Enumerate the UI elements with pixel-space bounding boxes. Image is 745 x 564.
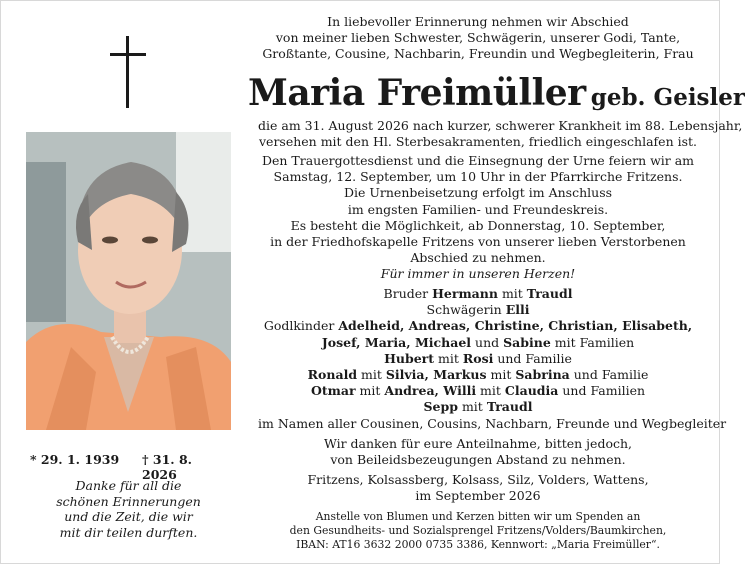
donation-note: Anstelle von Blumen und Kerzen bitten wir um Spenden an den Gesundheits- und Sozialsprengel Fritzens/Volders/Baumkirchen, IBAN: AT16 3632 2000 0735 3386, Kennwort: „Maria Freimüller“. [289,510,667,552]
birth-date: * 29. 1. 1939 [30,452,120,467]
cross-icon [110,36,146,108]
family-line: Sepp mit Traudl [423,399,533,415]
deceased-name [248,72,745,114]
family-line: Schwägerin Elli [426,302,530,318]
service-info: Den Trauergottesdienst und die Einsegnung der Urne feiern wir am Samstag, 12. September, um 10 Uhr in der Pfarrkirche Fritzens. Die Urnenbeisetzung erfolgt im Anschluss im engsten Familien- und Freundeskreis. Es besteht die Möglichkeit, ab Donnerstag, 10. September, in der Friedhofskapelle Fritzens von unserer lieben Verstorbenen Abschied zu nehmen. [261,153,695,266]
family-line: Ronald mit Silvia, Markus mit Sabrina und Familie [307,367,649,383]
thanks-text: Wir danken für eure Anteilnahme, bitten jedoch, von Beileidsbezeugungen Abstand zu nehmen. [323,436,633,468]
family-list [258,286,727,432]
family-line: Godlkinder Adelheid, Andreas, Christine, Christian, Elisabeth, [263,318,693,334]
name-main: Maria Freimüller [248,72,586,114]
family-line: Otmar mit Andrea, Willi mit Claudia und Familien [310,383,646,399]
intro-text: In liebevoller Erinnerung nehmen wir Abschied von meiner lieben Schwester, Schwägerin, unserer Godi, Tante, Großtante, Cousine, Nachbarin, Freundin und Wegbegleiterin, Frau [262,14,694,62]
family-line: Hubert mit Rosi und Familie [384,350,572,366]
family-line: im Namen aller Cousinen, Cousins, Nachbarn, Freunde und Wegbegleiter [258,415,727,431]
family-line: Josef, Maria, Michael und Sabine mit Familien [321,334,635,350]
farewell-text: Danke für all die schönen Erinnerungen und die Zeit, die wir mit dir teilen durften. [56,478,201,540]
death-date: † 31. 8. 2026 [142,452,193,482]
motto: Für immer in unseren Herzen! [380,266,576,281]
place-date: Fritzens, Kolsassberg, Kolsass, Silz, Volders, Wattens, im September 2026 [307,472,649,504]
family-line: Bruder Hermann mit Traudl [383,286,573,301]
portrait-photo [26,132,231,430]
name-nee: geb. Geisler [590,84,745,111]
death-notice: die am 31. August 2026 nach kurzer, schwerer Krankheit im 88. Lebensjahr, versehen mit den Hl. Sterbesakramenten, friedlich eingeschlafen ist. [258,118,743,150]
